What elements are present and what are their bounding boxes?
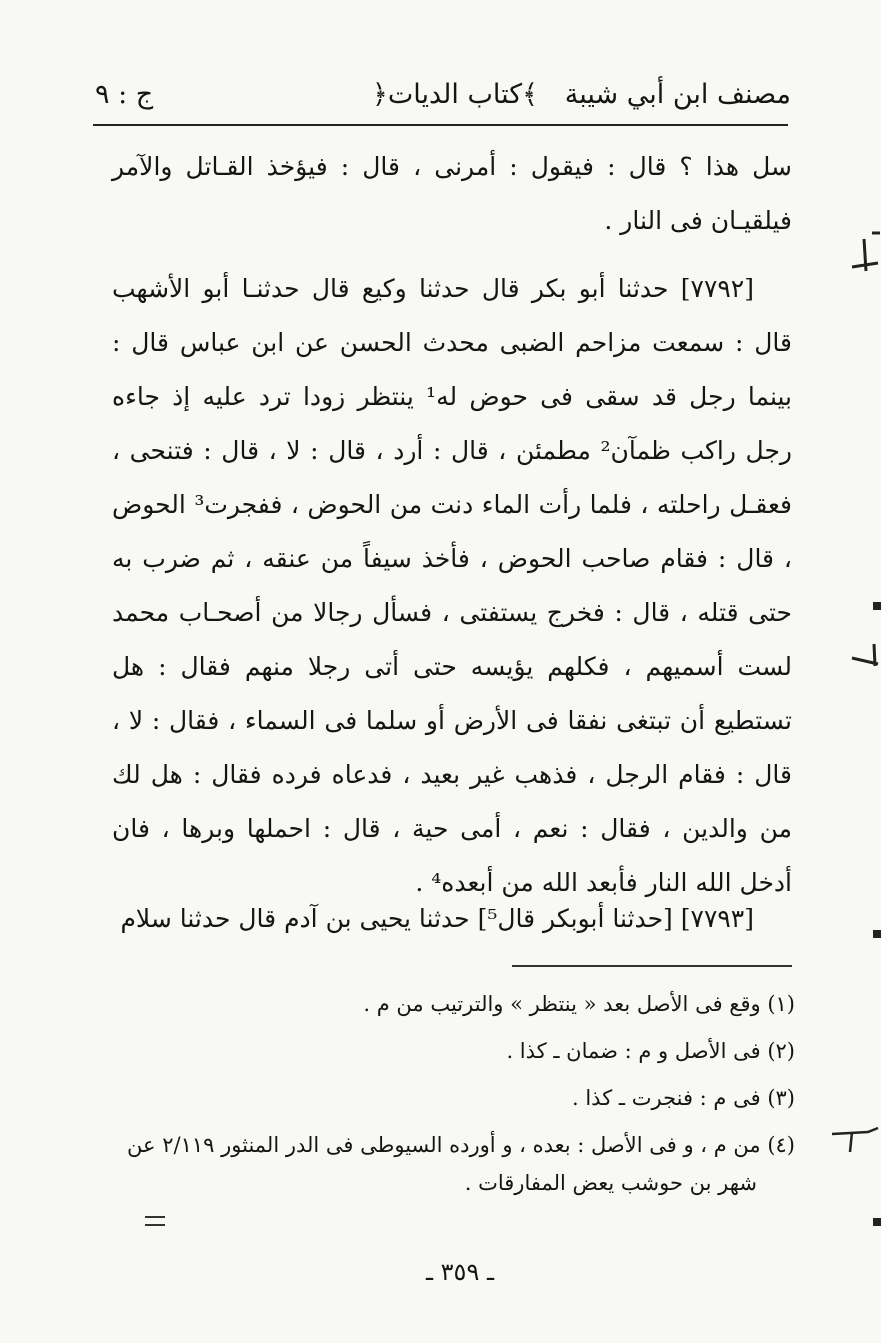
paragraph-continued xyxy=(112,140,792,248)
page-number: ـ ٣٥٩ ـ xyxy=(425,1258,494,1286)
margin-mark-icon xyxy=(842,225,881,275)
book-title: مصنف ابن أبي شيبة xyxy=(564,79,791,110)
footnotes xyxy=(115,985,795,1211)
margin-mark-icon xyxy=(828,1118,881,1158)
footnote-2: (٢) فى الأصل و م : ضمان ـ كذا . xyxy=(506,1039,795,1063)
margin-dot xyxy=(873,602,881,610)
ink-mark xyxy=(145,1216,165,1226)
footnote-3: (٣) فى م : فنجرت ـ كذا . xyxy=(572,1086,795,1110)
paragraph-text: [٧٧٩٢] حدثنا أبو بكر قال حدثنا وكيع قال حدثنـا أبو الأشهب قال : سمعت مزاحم الضبى محدث الحسن عن ابن عباس قال : بينما رجل قد سقى فى حوض له¹ ينتظر زودا ترد عليه إذ جاءه رجل راكب ظمآن² مطمئن ، قال : أرد ، قال : لا ، قال : فتنحى ، فعقـل راحلته ، فلما رأت الماء دنت من الحوض ، ففجرت³ الحوض ، قال : فقام صاحب الحوض ، فأخذ سيفاً من عنقه ، ثم ضرب به حتى قتله ، قال : فخرج يستفتى ، فسأل رجالا من أصحـاب محمد لست أسميهم ، فكلهم يؤيسه حتى أتى رجلا منهم فقال : هل تستطيع أن تبتغى نفقا فى الأرض أو سلما فى السماء ، فقال : لا ، قال : فقام الرجل ، فذهب غير بعيد ، فدعاه فرده فقال : هل لك من والدين ، فقال : نعم ، أمى حية ، قال : احملها وبرها ، فان أدخل الله النار فأبعد الله من أبعده⁴ . xyxy=(112,274,792,897)
chapter-title: ﴿كتاب الديات﴾ xyxy=(372,79,538,110)
hadith-7792 xyxy=(112,262,792,910)
margin-mark-icon xyxy=(848,640,881,670)
header-rule xyxy=(93,124,788,126)
footnote-1: (١) وقع فى الأصل بعد « ينتظر » والترتيب من م . xyxy=(363,992,795,1016)
hadith-7793 xyxy=(112,892,792,946)
margin-dot xyxy=(873,930,881,938)
footnote-4: (٤) من م ، و فى الأصل : بعده ، و أورده السيوطى فى الدر المنثور ٢/١١٩ عن شهر بن حوشب يعض المفارقات . xyxy=(127,1133,795,1195)
footnote-rule xyxy=(512,965,792,967)
paragraph-text: سل هذا ؟ قال : فيقول : أمرنى ، قال : فيؤخذ القـاتل والآمر فيلقيـان فى النار . xyxy=(112,152,792,235)
margin-dot xyxy=(873,1218,881,1226)
volume-number: ج : ٩ xyxy=(95,79,154,110)
paragraph-text: [٧٧٩٣] [حدثنا أبوبكر قال⁵] حدثنا يحيى بن آدم قال حدثنا سلام xyxy=(120,904,754,933)
